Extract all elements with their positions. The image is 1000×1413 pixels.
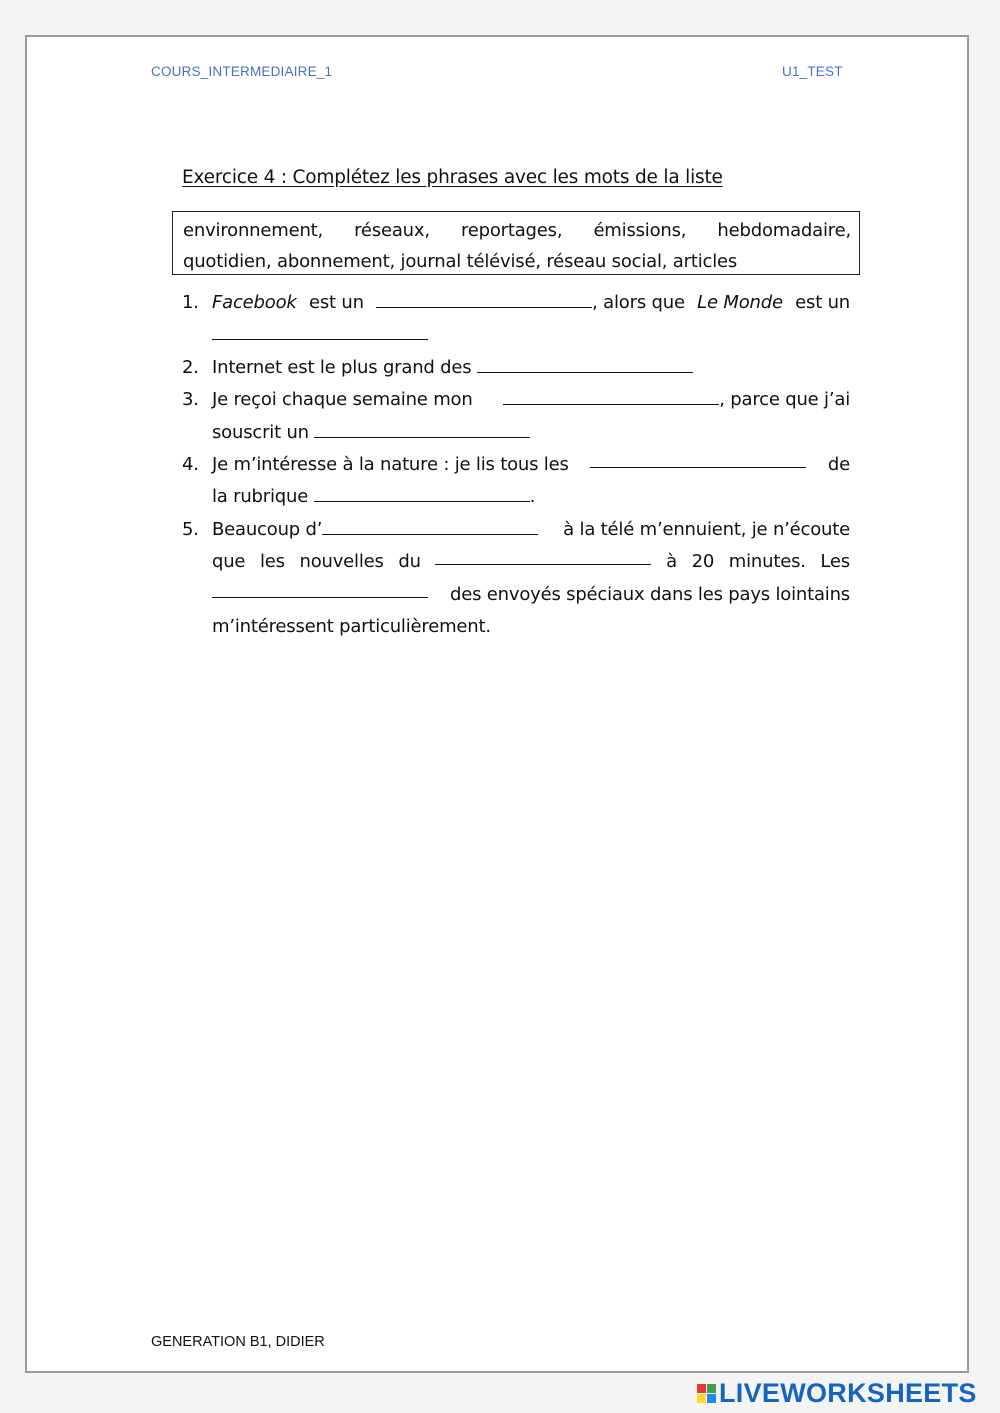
italic-text: Le Monde xyxy=(697,292,783,313)
answer-blank-4b[interactable] xyxy=(314,483,530,502)
question-number: 5. xyxy=(182,518,199,540)
question-text: des envoyés spéciaux dans les pays lointains xyxy=(449,583,850,605)
question-text: du xyxy=(398,551,421,573)
question-text: que xyxy=(212,551,246,573)
header-course: COURS_INTERMEDIAIRE_1 xyxy=(151,64,333,79)
question-number: 3. xyxy=(182,389,199,411)
question-item-5 xyxy=(182,514,850,644)
answer-blank-1b[interactable] xyxy=(212,321,428,340)
question-text: , alors que xyxy=(592,292,685,313)
answer-blank-5b[interactable] xyxy=(435,546,651,565)
question-item-1 xyxy=(182,287,850,352)
question-number: 1. xyxy=(182,292,199,313)
answer-blank-3b[interactable] xyxy=(314,419,530,438)
liveworksheets-brand[interactable] xyxy=(697,1378,977,1408)
question-text: nouvelles xyxy=(299,551,384,573)
answer-blank-3a[interactable] xyxy=(503,386,719,405)
header-test: U1_TEST xyxy=(782,64,843,79)
question-text: la rubrique xyxy=(212,486,309,508)
word-list-line-2: quotidien, abonnement, journal télévisé, réseau social, articles xyxy=(183,251,738,272)
question-text: est un xyxy=(795,292,850,313)
question-text: Internet est le plus grand des xyxy=(212,356,472,378)
question-list xyxy=(182,287,850,643)
question-text: m’intéressent particulièrement. xyxy=(212,616,491,638)
question-text: Je reçoi chaque semaine mon xyxy=(212,389,473,411)
liveworksheets-logo-icon xyxy=(697,1384,716,1403)
question-text: . xyxy=(529,486,536,508)
question-text: est un xyxy=(308,292,364,313)
footer-source: GENERATION B1, DIDIER xyxy=(151,1334,325,1350)
question-item-2 xyxy=(182,352,850,384)
question-item-4 xyxy=(182,449,850,514)
answer-blank-4a[interactable] xyxy=(590,449,806,468)
question-item-3 xyxy=(182,384,850,449)
question-number: 2. xyxy=(182,356,199,378)
answer-blank-5c[interactable] xyxy=(212,579,428,598)
answer-blank-2[interactable] xyxy=(477,354,693,373)
question-text: Beaucoup d’ xyxy=(212,518,323,540)
answer-blank-5a[interactable] xyxy=(322,516,538,535)
question-text: les xyxy=(259,551,285,573)
question-text: souscrit un xyxy=(212,421,309,443)
brand-text: LIVEWORKSHEETS xyxy=(719,1377,977,1408)
italic-text: Facebook xyxy=(212,292,297,313)
word: émissions, xyxy=(593,220,687,241)
word-list-line-1 xyxy=(183,215,851,246)
question-text: à xyxy=(666,551,677,573)
word: environnement, xyxy=(183,220,324,241)
question-text: Je m’intéresse à la nature : je lis tous les xyxy=(212,454,569,476)
question-text: Les xyxy=(820,551,850,573)
word: reportages, xyxy=(460,220,563,241)
question-text: minutes. xyxy=(728,551,806,573)
exercise-title: Exercice 4 : Complétez les phrases avec les mots de la liste xyxy=(182,167,723,188)
question-number: 4. xyxy=(182,454,199,476)
question-text: 20 xyxy=(691,551,715,573)
worksheet-page xyxy=(25,35,969,1373)
question-text: de xyxy=(827,454,850,476)
word: réseaux, xyxy=(354,220,430,241)
question-text: , parce que j’ai xyxy=(719,389,850,411)
answer-blank-1a[interactable] xyxy=(376,289,592,308)
question-text: à la télé m’ennuient, je n’écoute xyxy=(563,518,850,540)
word: hebdomadaire, xyxy=(717,220,851,241)
word-list-box xyxy=(172,211,860,275)
